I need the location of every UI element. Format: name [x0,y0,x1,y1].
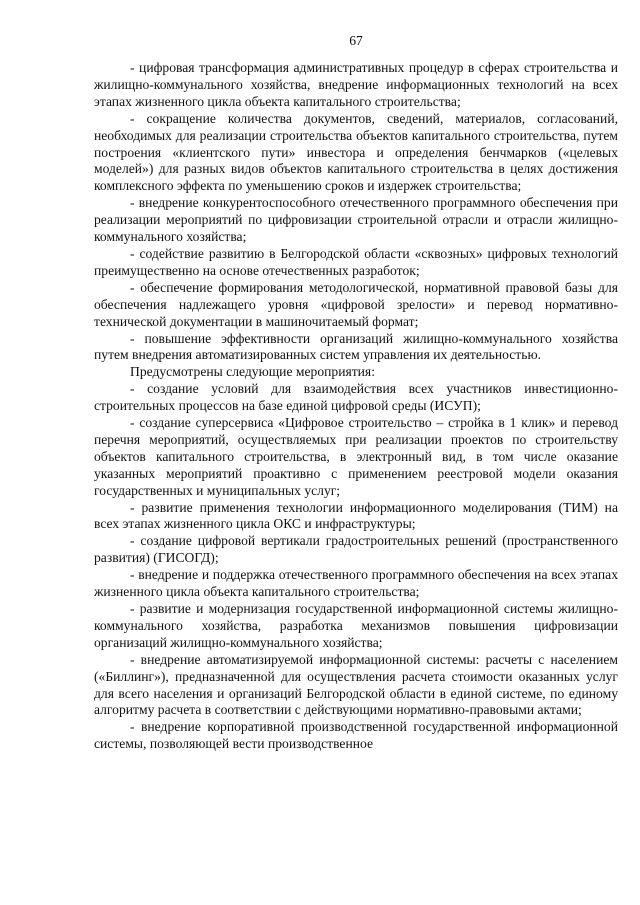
page-number: 67 [349,33,363,48]
paragraph: - развитие применения технологии информационного моделирования (ТИМ) на всех этапах жизненного цикла ОКС и инфраструктуры; [94,499,618,532]
paragraph: - создание условий для взаимодействия всех участников инвестиционно-строительных процессов на базе единой цифровой среды (ИСУП); [94,381,618,414]
paragraph: - внедрение конкурентоспособного отечественного программного обеспечения при реализации мероприятий по цифровизации строительной отрасли и отрасли жилищно-коммунального хозяйства; [94,195,618,245]
paragraph: - создание суперсервиса «Цифровое строительство – стройка в 1 клик» и перевод перечня мероприятий, осуществляемых при реализации проектов по строительству объектов капитального строительства, в электронный вид, в том числе оказание указанных мероприятий проактивно с применением реестровой модели оказания государственных и муниципальных услуг; [94,415,618,498]
paragraph: - развитие и модернизация государственной информационной системы жилищно-коммунального хозяйства, разработка механизмов повышения цифровизации организаций жилищно-коммунального хозяйства; [94,601,618,650]
paragraph: - сокращение количества документов, сведений, материалов, согласований, необходимых для реализации строительства объектов капитального строительства, путем построения «клиентского пути» инвестора и определения бенчмарков («целевых моделей») для разных видов объектов капитального строительства в целях достижения комплексного эффекта по уменьшению сроков и издержек строительства; [94,110,618,194]
section-intro: Предусмотрены следующие мероприятия: [130,364,375,380]
paragraph: - создание цифровой вертикали градостроительных решений (пространственного развития) (ГИСОГД); [94,533,618,566]
paragraph: - внедрение и поддержка отечественного программного обеспечения на всех этапах жизненного цикла объекта капитального строительства; [94,567,618,600]
document-page [94,0,618,905]
document-body [94,60,618,753]
paragraph: - внедрение автоматизируемой информационной системы: расчеты с населением («Биллинг»), предназначенной для осуществления расчета стоимости оказанных услуг для всего населения и организаций Белгородской области в единой системе, по единому алгоритму расчета в соответствии с действующими нормативно-правовыми актами; [94,651,618,718]
paragraph: - цифровая трансформация административных процедур в сферах строительства и жилищно-коммунального хозяйства, внедрение информационных технологий на всех этапах жизненного цикла объекта капитального строительства; [94,60,618,109]
paragraph: - повышение эффективности организаций жилищно-коммунального хозяйства путем внедрения автоматизированных систем управления их деятельностью. [94,330,618,363]
paragraph: - внедрение корпоративной производственной государственной информационной системы, позволяющей вести производственное [94,719,618,752]
paragraph: - обеспечение формирования методологической, нормативной правовой базы для обеспечения надлежащего уровня «цифровой зрелости» и перевод нормативно-технической документации в машиночитаемый формат; [94,279,618,329]
paragraph: - содействие развитию в Белгородской области «сквозных» цифровых технологий преимущественно на основе отечественных разработок; [94,245,618,278]
